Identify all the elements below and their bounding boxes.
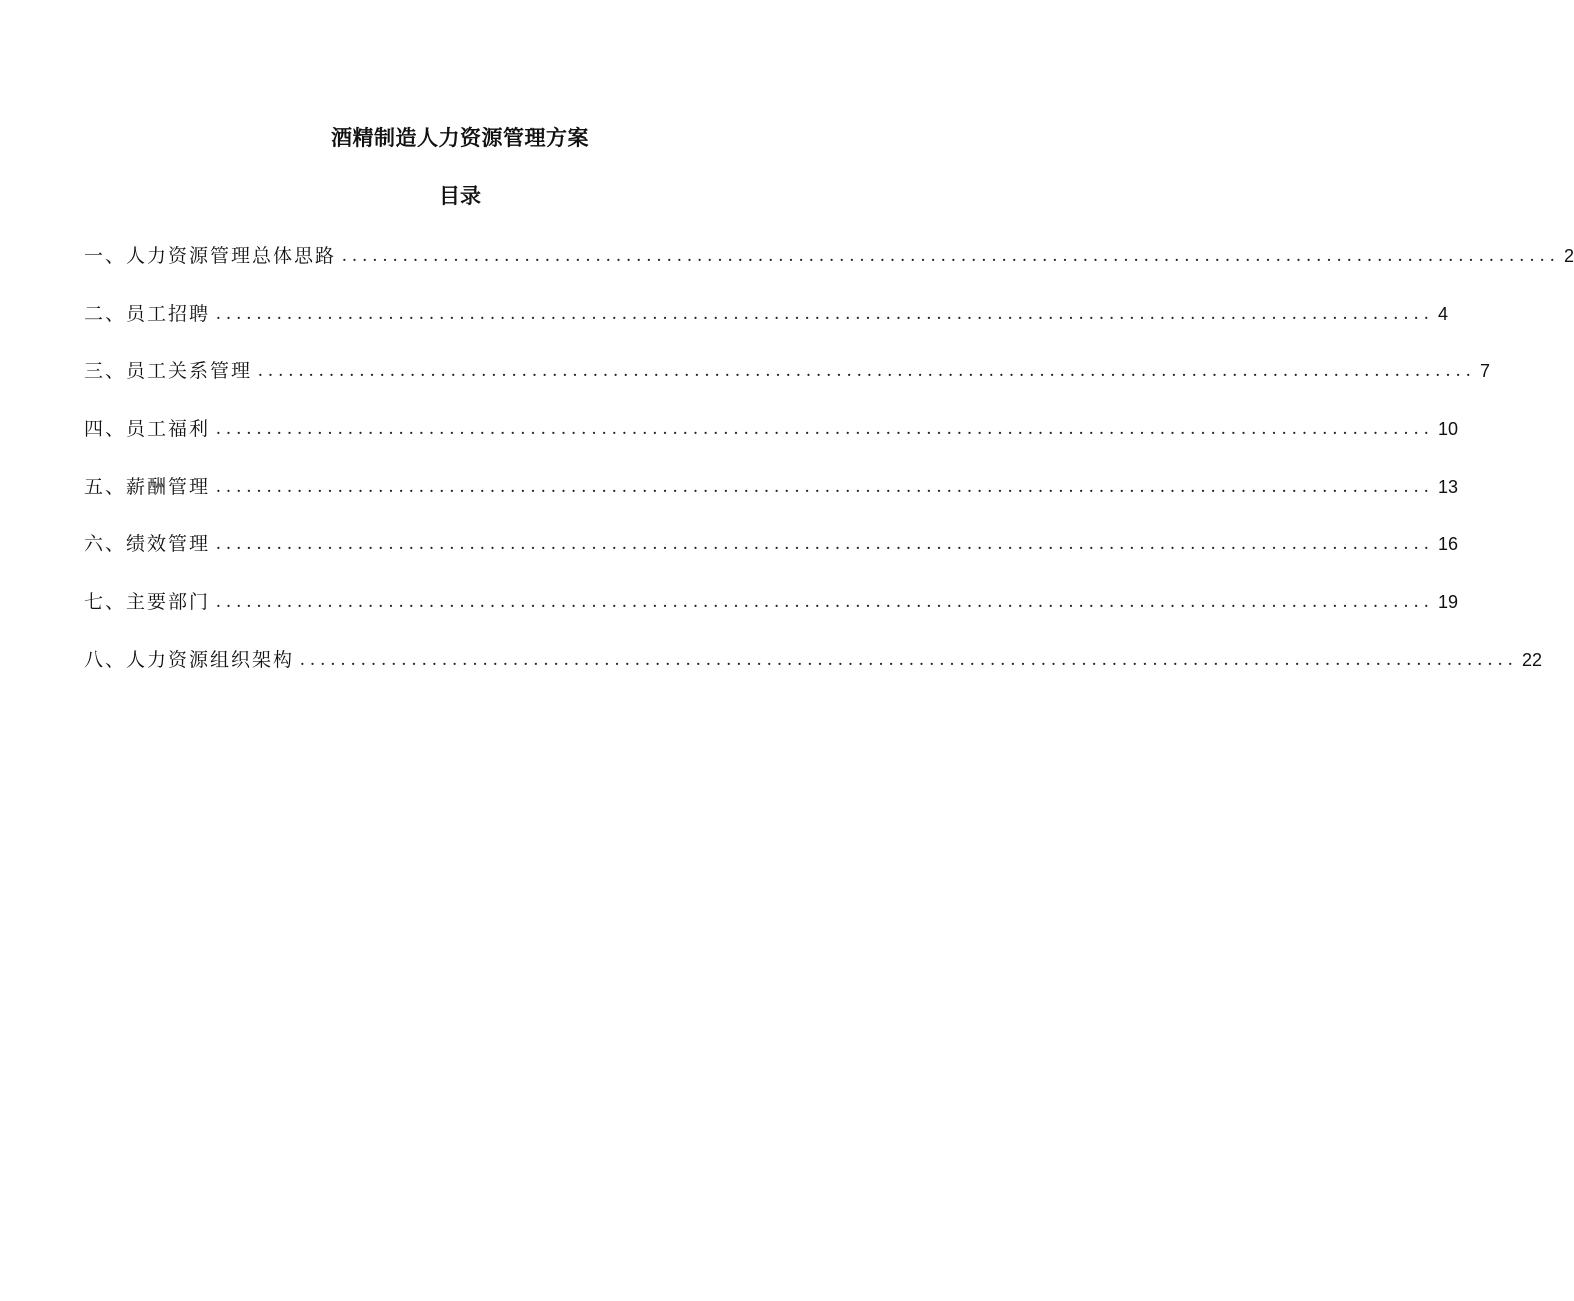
toc-entry-3[interactable] <box>84 357 1491 385</box>
toc-dot-leader: ........................................................................................................................ <box>216 591 1435 612</box>
toc-page-number: 19 <box>1438 592 1459 612</box>
toc-heading: 目录 <box>439 183 481 208</box>
toc-entry-label: 八、人力资源组织架构 <box>84 649 295 671</box>
toc-dot-leader: ........................................................................................................................ <box>258 360 1477 381</box>
toc-entry-label: 五、薪酬管理 <box>84 476 211 498</box>
toc-entry-4[interactable] <box>84 415 1459 443</box>
toc-page-number: 16 <box>1438 534 1459 554</box>
toc-page-number: 22 <box>1522 650 1543 670</box>
toc-entry-1[interactable] <box>84 242 1574 270</box>
toc-page-number: 4 <box>1438 304 1449 324</box>
toc-dot-leader: ........................................................................................................................ <box>300 649 1519 670</box>
toc-entry-label: 六、绩效管理 <box>84 533 211 555</box>
toc-entry-6[interactable] <box>84 530 1459 558</box>
document-title: 酒精制造人力资源管理方案 <box>331 125 589 150</box>
toc-entry-label: 一、人力资源管理总体思路 <box>84 245 337 267</box>
toc-entry-label: 三、员工关系管理 <box>84 360 253 382</box>
toc-page-number: 2 <box>1564 246 1574 266</box>
toc-dot-leader: ........................................................................................................................ <box>216 476 1435 497</box>
toc-entry-label: 二、员工招聘 <box>84 303 211 325</box>
toc-entry-5[interactable] <box>84 473 1459 501</box>
toc-entry-7[interactable] <box>84 588 1459 616</box>
toc-page-number: 7 <box>1480 361 1491 381</box>
toc-entry-2[interactable] <box>84 300 1449 328</box>
toc-dot-leader: ........................................................................................................................ <box>216 533 1435 554</box>
toc-page-number: 10 <box>1438 419 1459 439</box>
toc-dot-leader: ........................................................................................................................ <box>216 303 1435 324</box>
toc-page-number: 13 <box>1438 477 1459 497</box>
toc-entry-label: 四、员工福利 <box>84 418 211 440</box>
toc-dot-leader: ........................................................................................................................ <box>342 245 1561 266</box>
toc-entry-8[interactable] <box>84 646 1543 674</box>
toc-entry-label: 七、主要部门 <box>84 591 211 613</box>
toc-dot-leader: ........................................................................................................................ <box>216 418 1435 439</box>
